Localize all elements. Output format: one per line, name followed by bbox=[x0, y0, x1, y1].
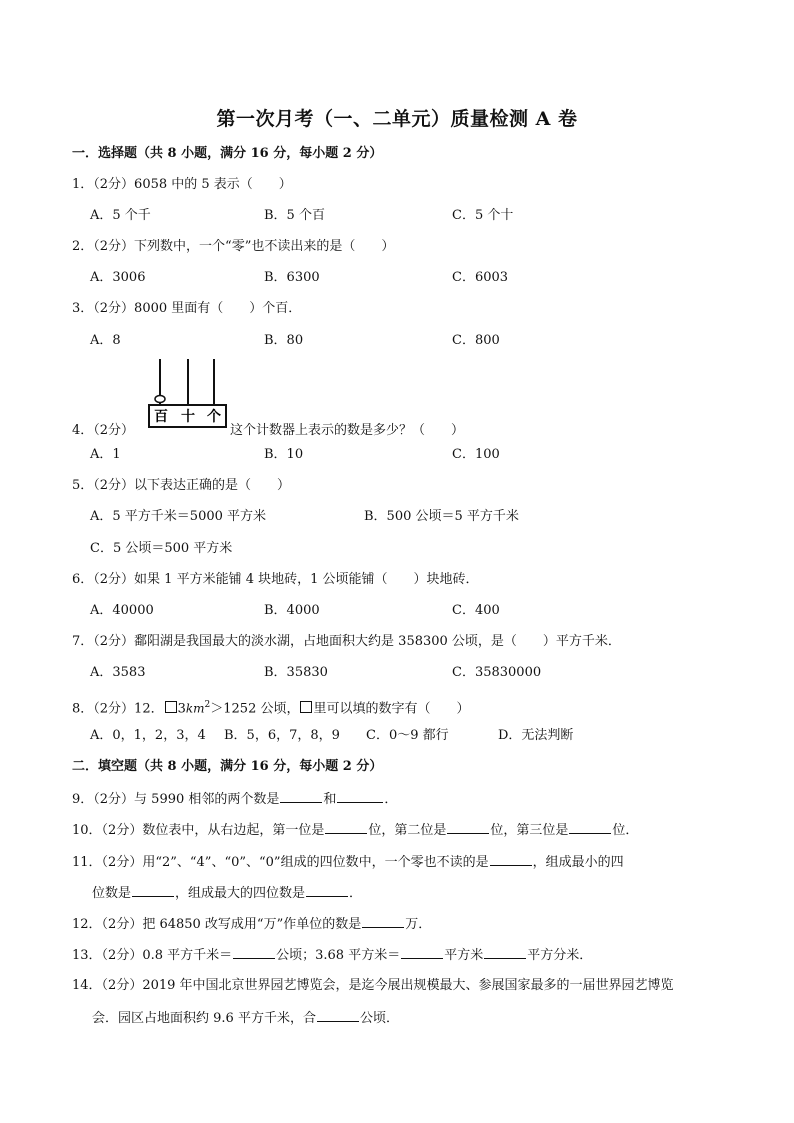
answer-blank[interactable] bbox=[490, 852, 532, 866]
q7-option-c[interactable]: C．35830000 bbox=[452, 665, 542, 680]
answer-blank[interactable] bbox=[280, 789, 322, 803]
question-11-cont bbox=[92, 883, 362, 903]
q7-option-a[interactable]: A．3583 bbox=[90, 665, 146, 680]
question-9 bbox=[72, 789, 397, 809]
answer-blank[interactable] bbox=[132, 883, 174, 897]
bead bbox=[155, 396, 165, 403]
q14-text-2: 公顷． bbox=[359, 1011, 399, 1026]
q5-option-a[interactable]: A．5 平方千米＝5000 平方米 bbox=[90, 509, 267, 524]
question-4-number: 4．（2分） bbox=[72, 423, 135, 438]
q4-option-a[interactable]: A．1 bbox=[90, 447, 121, 462]
q11-text-2: ，组成最小的四 bbox=[532, 855, 624, 870]
q11-text-1: 11．（2分）用“2”、“4”、“0”、“0”组成的四位数中，一个零也不读的是 bbox=[72, 855, 489, 870]
q8-option-a[interactable]: A．0，1，2，3，4 bbox=[90, 728, 206, 743]
q11-text-4: ，组成最大的四位数是 bbox=[175, 886, 306, 901]
q10-text-2: 位，第二位是 bbox=[368, 823, 447, 838]
answer-blank[interactable] bbox=[306, 883, 348, 897]
q1-option-b[interactable]: B．5 个百 bbox=[264, 208, 325, 223]
q4-option-b[interactable]: B．10 bbox=[264, 447, 304, 462]
answer-blank[interactable] bbox=[233, 945, 275, 959]
q6-option-a[interactable]: A．40000 bbox=[90, 603, 154, 618]
q8-comparison: ＞1252 公顷， bbox=[210, 701, 300, 717]
q1-option-a[interactable]: A．5 个千 bbox=[90, 208, 151, 223]
question-1: 1．（2分）6058 中的 5 表示（ ） bbox=[72, 177, 292, 192]
q8-option-d[interactable]: D．无法判断 bbox=[498, 728, 574, 743]
label-ones: 个 bbox=[207, 409, 221, 425]
q10-text-1: 10．（2分）数位表中，从右边起，第一位是 bbox=[72, 823, 325, 838]
question-6: 6．（2分）如果 1 平方米能铺 4 块地砖，1 公顷能铺（ ）块地砖． bbox=[72, 572, 479, 587]
section-heading-choice: 一．选择题（共 8 小题，满分 16 分，每小题 2 分） bbox=[72, 146, 383, 161]
question-8 bbox=[72, 696, 470, 718]
q9-text-1: 9．（2分）与 5990 相邻的两个数是 bbox=[72, 792, 280, 807]
q6-option-c[interactable]: C．400 bbox=[452, 603, 500, 618]
question-2: 2．（2分）下列数中，一个“零”也不读出来的是（ ） bbox=[72, 239, 395, 254]
section-heading-fill: 二．填空题（共 8 小题，满分 16 分，每小题 2 分） bbox=[72, 759, 383, 774]
q13-text-3: 平方米 bbox=[444, 948, 484, 963]
q8-option-b[interactable]: B．5，6，7，8，9 bbox=[224, 728, 340, 743]
q2-option-a[interactable]: A．3006 bbox=[90, 270, 146, 285]
blank-box bbox=[165, 701, 177, 713]
label-hundreds: 百 bbox=[154, 409, 168, 425]
answer-blank[interactable] bbox=[484, 945, 526, 959]
question-14-cont bbox=[92, 1008, 399, 1028]
question-12 bbox=[72, 914, 431, 934]
label-tens: 十 bbox=[181, 409, 195, 425]
question-4: 这个计数器上表示的数是多少？（ ） bbox=[230, 423, 465, 438]
q6-option-b[interactable]: B．4000 bbox=[264, 603, 320, 618]
q10-text-3: 位，第三位是 bbox=[490, 823, 569, 838]
q12-text-1: 12．（2分）把 64850 改写成用“万”作单位的数是 bbox=[72, 917, 362, 932]
q8-unit: km bbox=[185, 701, 205, 716]
q13-text-2: 公顷；3.68 平方米＝ bbox=[276, 948, 401, 963]
q11-text-3: 位数是 bbox=[92, 886, 132, 901]
answer-blank[interactable] bbox=[447, 820, 489, 834]
q3-option-b[interactable]: B．80 bbox=[264, 333, 304, 348]
page-title: 第一次月考（一、二单元）质量检测 A 卷 bbox=[216, 108, 578, 130]
q5-option-b[interactable]: B．500 公顷＝5 平方千米 bbox=[364, 509, 519, 524]
q9-text-3: ． bbox=[384, 792, 398, 807]
question-3: 3．（2分）8000 里面有（ ）个百． bbox=[72, 301, 302, 316]
q3-option-c[interactable]: C．800 bbox=[452, 333, 500, 348]
question-14: 14．（2分）2019 年中国北京世界园艺博览会，是迄今展出规模最大、参展国家最多的一届世界园艺博览 bbox=[72, 978, 674, 993]
question-5: 5．（2分）以下表达正确的是（ ） bbox=[72, 478, 291, 493]
q8-prefix: 8．（2分）12． bbox=[72, 701, 164, 717]
q3-option-a[interactable]: A．8 bbox=[90, 333, 121, 348]
q13-text-1: 13．（2分）0.8 平方千米＝ bbox=[72, 948, 233, 963]
q14-text-1: 会．园区占地面积约 9.6 平方千米，合 bbox=[92, 1011, 316, 1026]
answer-blank[interactable] bbox=[401, 945, 443, 959]
q12-text-2: 万． bbox=[405, 917, 432, 932]
answer-blank[interactable] bbox=[362, 914, 404, 928]
answer-blank[interactable] bbox=[337, 789, 383, 803]
q8-unit-exponent: 2 bbox=[204, 700, 211, 710]
q8-option-c[interactable]: C．0～9 都行 bbox=[366, 728, 449, 743]
q2-option-c[interactable]: C．6003 bbox=[452, 270, 509, 285]
q1-option-c[interactable]: C．5 个十 bbox=[452, 208, 514, 223]
answer-blank[interactable] bbox=[317, 1008, 359, 1022]
question-10 bbox=[72, 820, 638, 840]
answer-blank[interactable] bbox=[569, 820, 611, 834]
q13-text-4: 平方分米． bbox=[527, 948, 593, 963]
q11-text-5: ． bbox=[349, 886, 363, 901]
q7-option-b[interactable]: B．35830 bbox=[264, 665, 328, 680]
q2-option-b[interactable]: B．6300 bbox=[264, 270, 320, 285]
q5-option-c[interactable]: C．5 公顷＝500 平方米 bbox=[90, 541, 233, 556]
q9-text-2: 和 bbox=[323, 792, 337, 807]
question-11 bbox=[72, 852, 624, 872]
blank-box bbox=[300, 701, 312, 713]
q8-tail: 里可以填的数字有（ ） bbox=[313, 701, 470, 717]
q10-text-4: 位． bbox=[612, 823, 639, 838]
counting-frame-figure bbox=[148, 355, 228, 435]
q4-option-c[interactable]: C．100 bbox=[452, 447, 500, 462]
answer-blank[interactable] bbox=[325, 820, 367, 834]
question-13 bbox=[72, 945, 592, 965]
question-7: 7．（2分）鄱阳湖是我国最大的淡水湖，占地面积大约是 358300 公顷，是（ ）平方千米． bbox=[72, 634, 621, 649]
q8-digit: 3 bbox=[177, 701, 186, 717]
